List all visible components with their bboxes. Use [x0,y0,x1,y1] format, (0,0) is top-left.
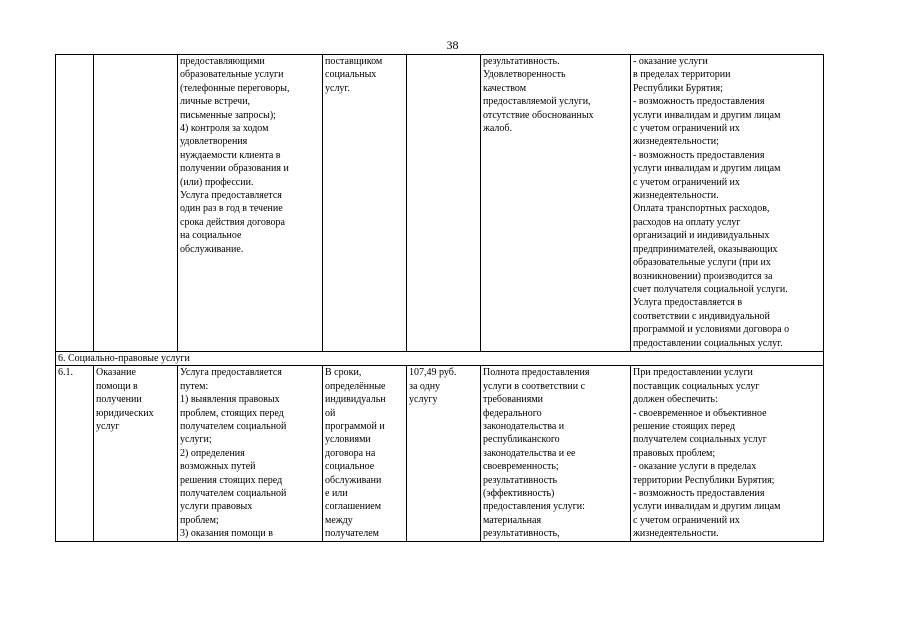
table-row-service-6-1 [56,366,824,542]
section-heading: 6. Социально-правовые услуги [56,352,824,366]
cell-number [56,55,94,352]
cell-service-terms: поставщиком социальных услуг. [323,55,407,352]
cell-conditions: При предоставлении услуги поставщик социальных услуг должен обеспечить: - своевременное и объективное решение стоящих перед получателем социальных услуг правовых проблем; - оказание услуги в пределах территории Республики Бурятия; - возможность предоставления услуги инвалидам и другим лицам с учетом ограничений их жизнедеятельности. [631,366,824,542]
cell-conditions: - оказание услуги в пределах территории Республики Бурятия; - возможность предоставления услуги инвалидам и другим лицам с учетом ограничений их жизнедеятельности; - возможность предоставления услуги инвалидам и другим лицам с учетом ограничений их жизнедеятельности. Оплата транспортных расходов, расходов на оплату услуг организаций и индивидуальных предпринимателей, оказывающих образовательные услуги (при их возникновении) производится за счет получателя социальной услуги. Услуга предоставляется в соответствии с индивидуальной программой и условиями договора о предоставлении социальных услуг. [631,55,824,352]
cell-quality-indicators: Полнота предоставления услуги в соответствии с требованиями федерального законодательства и республиканского законодательства и ее своевременность; результативность (эффективность) предоставления услуги: материальная результативность, [481,366,631,542]
services-table [55,54,824,542]
cell-service-terms: В сроки, определённые индивидуальн ой программой и условиями договора на социальное обслуживани е или соглашением между получателем [323,366,407,542]
cell-service-name [94,55,178,352]
cell-tariff [407,55,481,352]
cell-service-description: Услуга предоставляется путем: 1) выявления правовых проблем, стоящих перед получателем социальной услуги; 2) определения возможных путей решения стоящих перед получателем социальной услуги правовых проблем; 3) оказания помощи в [178,366,323,542]
cell-number: 6.1. [56,366,94,542]
cell-service-name: Оказание помощи в получении юридических услуг [94,366,178,542]
cell-tariff: 107,49 руб. за одну услугу [407,366,481,542]
cell-service-description: предоставляющими образовательные услуги (телефонные переговоры, личные встречи, письменные запросы); 4) контроля за ходом удовлетворения нуждаемости клиента в получении образования и (или) профессии. Услуга предоставляется один раз в год в течение срока действия договора на социальное обслуживание. [178,55,323,352]
section-heading-row [56,352,824,366]
page-number: 38 [446,38,459,52]
table-row-continuation [56,55,824,352]
cell-quality-indicators: результативность. Удовлетворенность качеством предоставляемой услуги, отсутствие обоснованных жалоб. [481,55,631,352]
